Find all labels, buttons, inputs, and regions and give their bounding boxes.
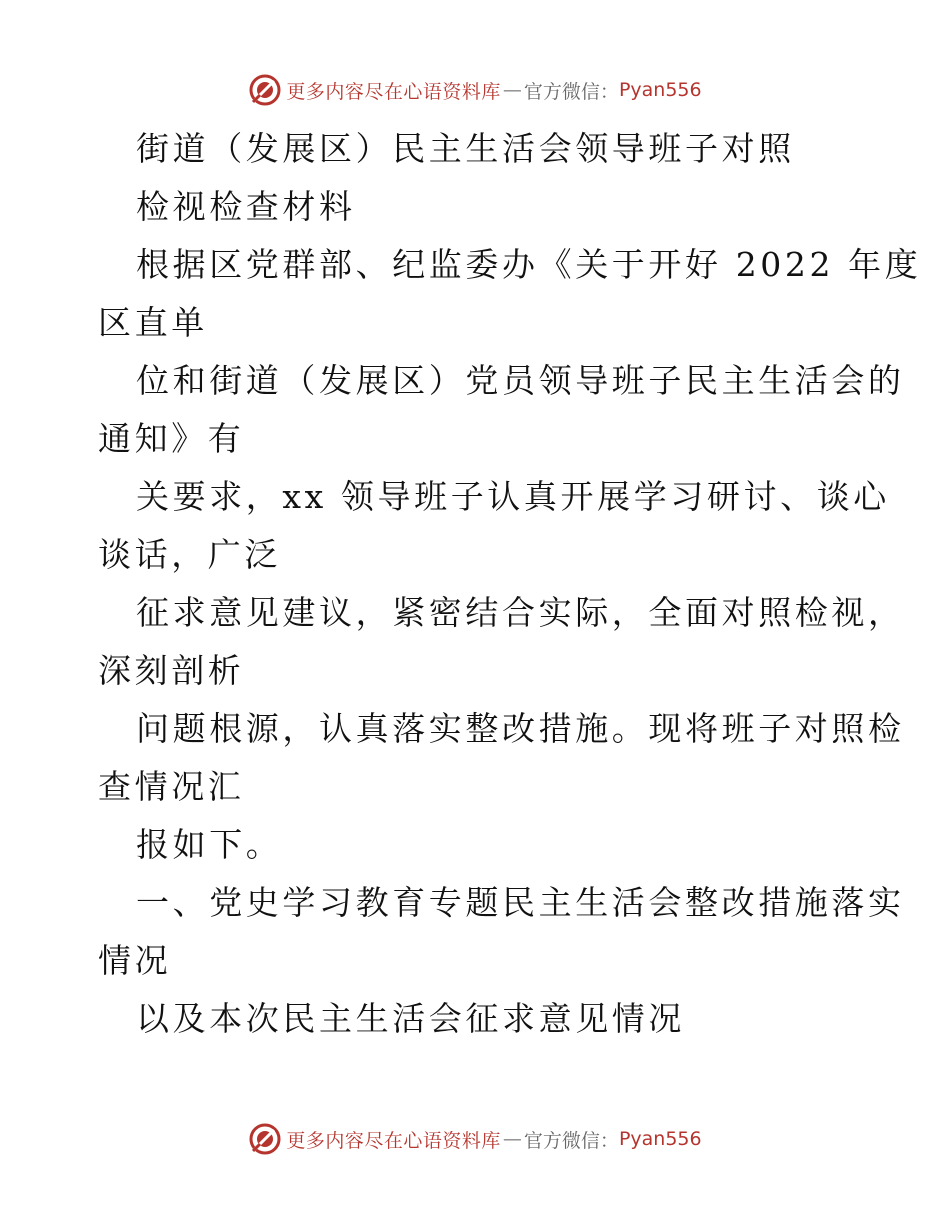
paragraph-line: 情况 — [98, 941, 172, 980]
footer-watermark — [0, 1119, 950, 1159]
paragraph-line: 深刻剖析 — [98, 651, 245, 690]
watermark-separator: — — [502, 79, 522, 101]
watermark-brand: 更多内容尽在心语资料库 — [286, 80, 501, 103]
paragraph-line: 关要求，xx 领导班子认真开展学习研讨、谈心 — [136, 477, 890, 516]
paragraph-line: 问题根源，认真落实整改措施。现将班子对照检 — [136, 709, 905, 748]
paragraph-line: 查情况汇 — [98, 767, 245, 806]
paragraph-line: 街道（发展区）民主生活会领导班子对照 — [136, 129, 795, 168]
paragraph-line: 检视检查材料 — [136, 187, 356, 226]
paragraph-line: 报如下。 — [136, 825, 283, 864]
watermark-label: 官方微信： — [523, 1129, 619, 1152]
watermark-brand: 更多内容尽在心语资料库 — [286, 1129, 501, 1152]
watermark-wechat-id: Pyan556 — [618, 79, 702, 101]
watermark-label: 官方微信： — [523, 80, 619, 103]
paragraph-line: 位和街道（发展区）党员领导班子民主生活会的 — [136, 361, 905, 400]
paragraph-line: 谈话，广泛 — [98, 535, 281, 574]
paragraph-line: 以及本次民主生活会征求意见情况 — [136, 999, 685, 1038]
pen-seal-icon — [248, 73, 282, 107]
header-watermark — [0, 70, 950, 110]
paragraph-line: 根据区党群部、纪监委办《关于开好 2022 年度 — [136, 245, 922, 284]
paragraph-line: 区直单 — [98, 303, 208, 342]
watermark-separator: — — [502, 1128, 522, 1150]
pen-seal-icon — [248, 1122, 282, 1156]
document-body — [98, 120, 922, 1048]
paragraph-line: 通知》有 — [98, 419, 245, 458]
paragraph-line: 征求意见建议，紧密结合实际，全面对照检视， — [136, 593, 905, 632]
paragraph-line: 一、党史学习教育专题民主生活会整改措施落实 — [136, 883, 905, 922]
watermark-wechat-id: Pyan556 — [618, 1128, 702, 1150]
